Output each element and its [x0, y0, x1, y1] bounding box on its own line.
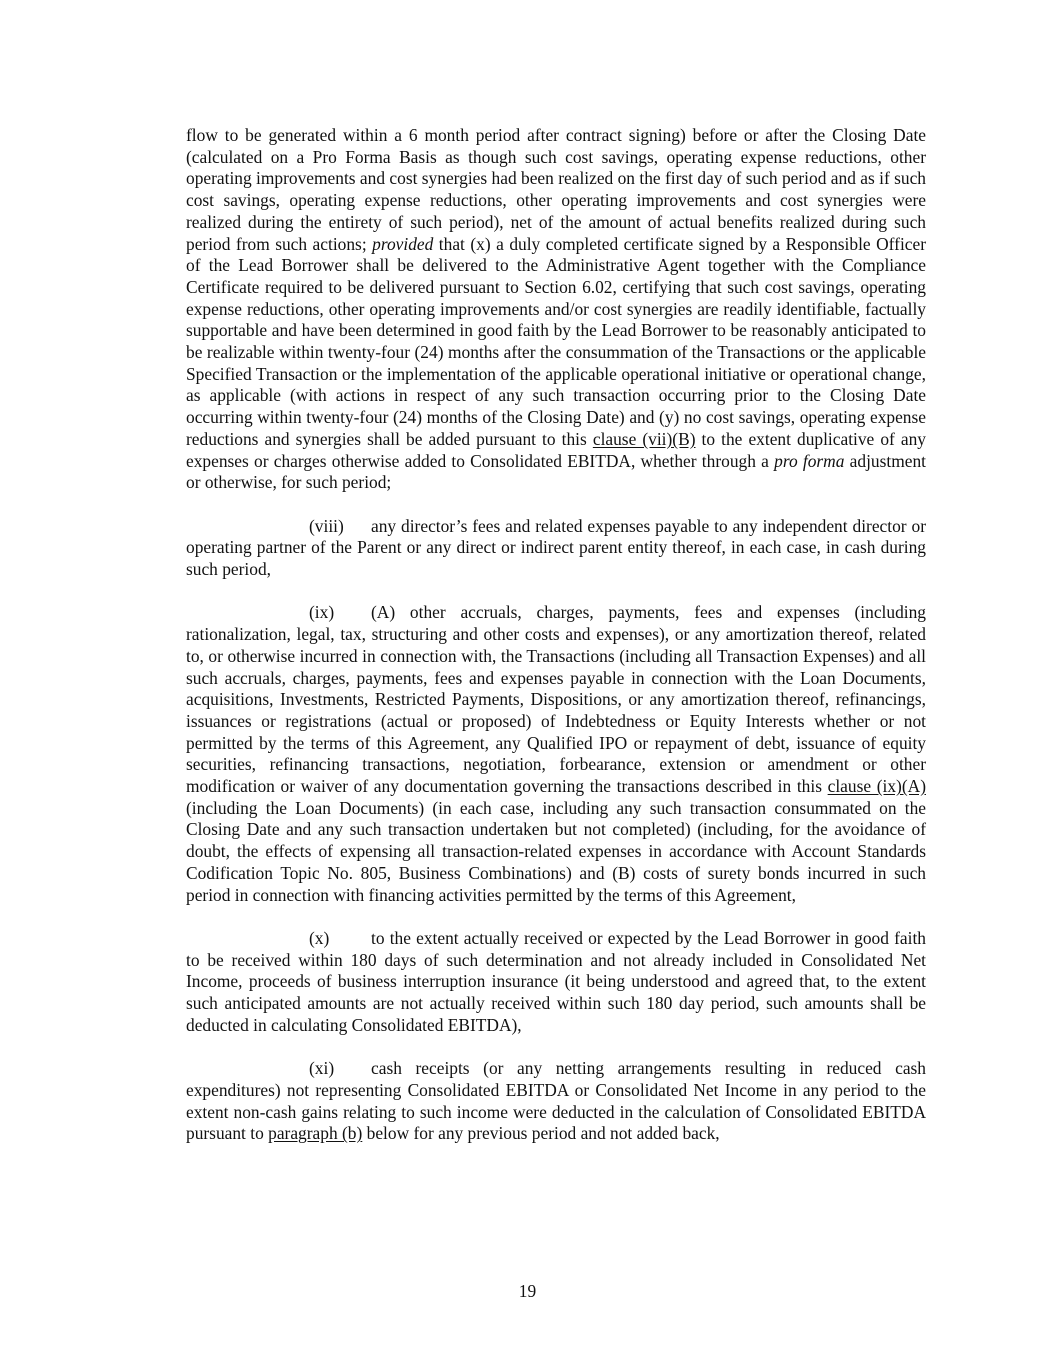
paragraph-text: (including the Loan Documents) (in each case, including any such transaction consummated on the Closing Date and any such transaction undertaken but not completed) (including, for the avoidance of doubt, the effects of expensing all transaction-related expenses in accordance with Account Standards Codification Topic No. 805, Business Combinations) and (B) costs of surety bonds incurred in such period in connection with financing activities permitted by the terms of this Agreement,: [186, 797, 926, 905]
item-number: (ix): [309, 602, 335, 623]
cross-reference: paragraph (b): [268, 1123, 363, 1144]
paragraph-item-viii: [186, 516, 926, 581]
page-number: 19: [518, 1281, 537, 1301]
paragraph-continuation: [186, 125, 926, 494]
paragraph-text: to the extent actually received or expected by the Lead Borrower in good faith to be received within 180 days of such determination and not already included in Consolidated Net Income, proceeds of business interruption insurance (it being understood and agreed that, to the extent such anticipated amounts are not actually received within such 180 day period, such amounts shall be deducted in calculating Consolidated EBITDA),: [186, 927, 926, 1035]
item-number: (xi): [309, 1058, 335, 1079]
paragraph-text: below for any previous period and not added back,: [362, 1123, 720, 1144]
paragraph-item-xi: [186, 1058, 926, 1145]
item-number: (viii): [309, 515, 344, 536]
paragraph-text: flow to be generated within a 6 month period after contract signing) before or after the Closing Date (calculated on a Pro Forma Basis as though such cost savings, operating expense reductions, other operating improvements and cost synergies had been realized on the first day of such period and as if such cost savings, operating expense reductions, other operating improvements and cost synergies were realized during the entirety of such period), net of the amount of actual benefits realized during such period from such actions;: [186, 125, 926, 254]
paragraph-item-x: [186, 928, 926, 1037]
paragraph-text: cash receipts (or any netting arrangements resulting in reduced cash expenditures) not representing Consolidated EBITDA or Consolidated Net Income in any period to the extent non-cash gains relating to such income were deducted in the calculation of Consolidated EBITDA pursuant to: [186, 1058, 926, 1144]
document-body: [186, 125, 926, 1145]
paragraph-text: any director’s fees and related expenses payable to any independent director or operating partner of the Parent or any direct or indirect parent entity thereof, in each case, in cash during such period,: [186, 515, 926, 580]
italic-term: provided: [372, 233, 434, 254]
cross-reference: clause (vii)(B): [592, 428, 696, 449]
paragraph-text: to the extent duplicative of any expenses or charges otherwise added to Consolidated EBITDA, whether through a: [186, 428, 927, 471]
cross-reference: clause (ix)(A): [827, 776, 926, 797]
italic-term: pro forma: [774, 450, 845, 471]
paragraph-text: that (x) a duly completed certificate signed by a Responsible Officer of the Lead Borrower shall be delivered to the Administrative Agent together with the Compliance Certificate required to be delivered pursuant to Section 6.02, certifying that such cost savings, operating expense reductions, other operating improvements and/or cost synergies are readily identifiable, factually supportable and have been determined in good faith by the Lead Borrower to be reasonably anticipated to be realizable within twenty-four (24) months after the consummation of the Transactions or the applicable Specified Transaction or the implementation of the applicable operational initiative or operational change, as applicable (with actions in respect of any such transaction occurring prior to the Closing Date occurring within twenty-four (24) months of the Closing Date) and (y) no cost savings, operating expense reductions and synergies shall be added pursuant to this: [186, 233, 926, 449]
item-number: (x): [309, 927, 330, 948]
paragraph-text: (A) other accruals, charges, payments, fees and expenses (including rationalization, legal, tax, structuring and other costs and expenses), or any amortization thereof, related to, or otherwise incurred in connection with, the Transactions (including all Transaction Expenses) and all such accruals, charges, payments, fees and expenses payable in connection with the Loan Documents, acquisitions, Investments, Restricted Payments, Dispositions, or any amortization thereof, refinancings, issuances or registrations (actual or proposed) of Indebtedness or Equity Interests whether or not permitted by the terms of this Agreement, any Qualified IPO or repayment of debt, issuance of equity securities, refinancing transactions, negotiation, forbearance, extension or amendment or other modification or waiver of any documentation governing the transactions described in this: [186, 602, 926, 797]
paragraph-item-ix: [186, 602, 926, 906]
paragraph-text: adjustment or otherwise, for such period;: [186, 450, 926, 493]
